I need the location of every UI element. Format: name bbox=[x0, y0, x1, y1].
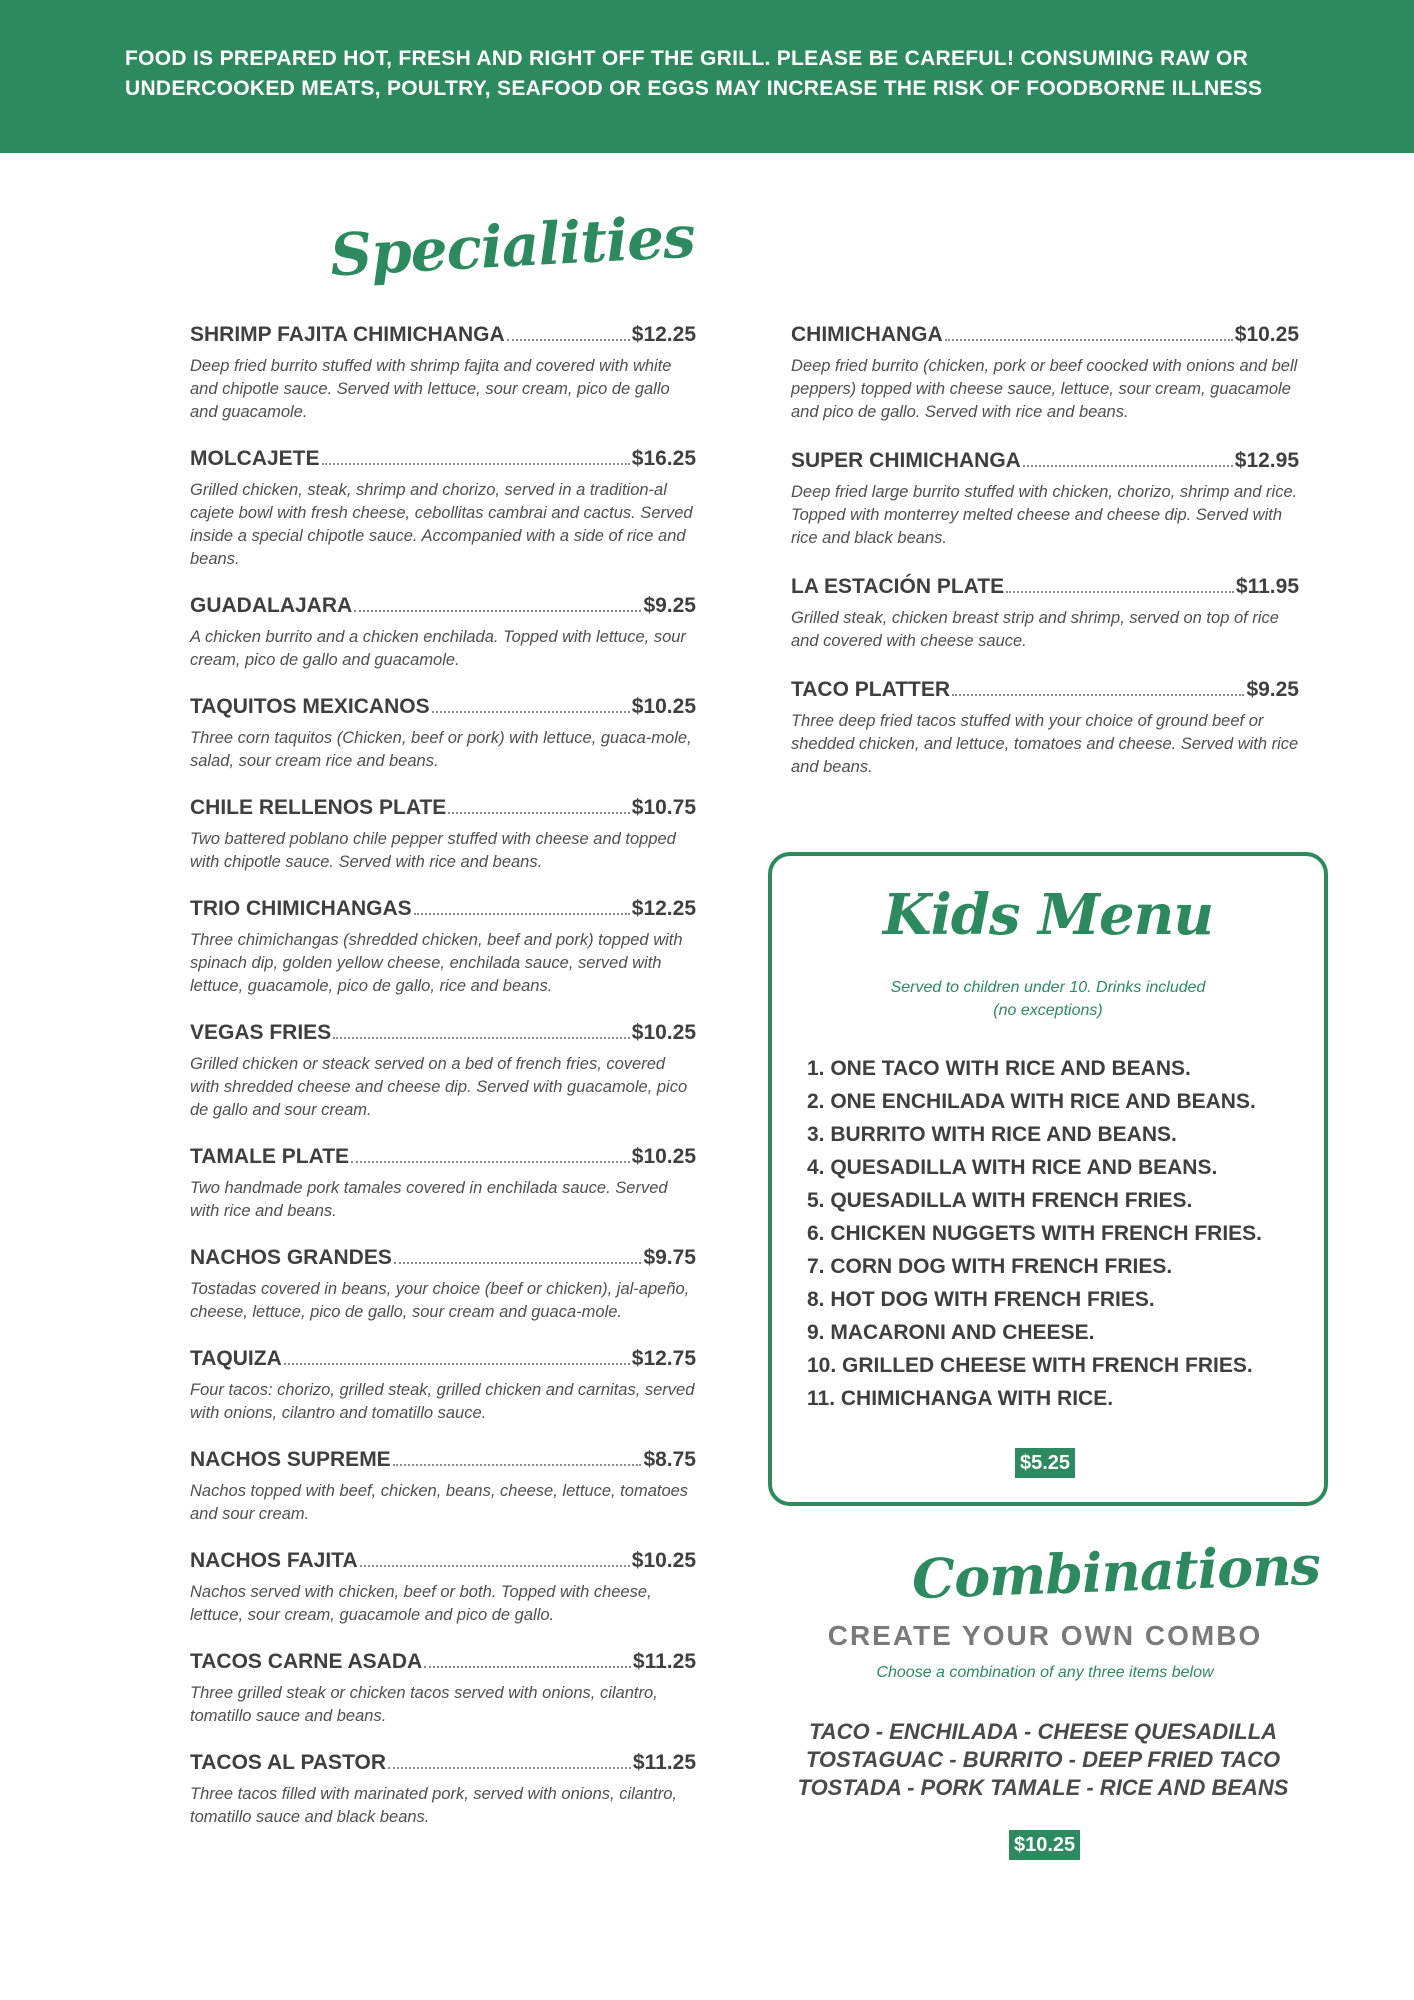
menu-item-name: TACO PLATTER bbox=[791, 678, 951, 701]
menu-item-name: NACHOS SUPREME bbox=[190, 1448, 391, 1471]
menu-item-price: $9.25 bbox=[1246, 678, 1299, 701]
warning-text bbox=[125, 44, 1325, 104]
menu-item-description: Three corn taquitos (Chicken, beef or pork) with lettuce, guaca-mole, salad, sour cream rice and beans. bbox=[190, 729, 692, 770]
menu-item-description: Deep fried large burrito stuffed with chicken, chorizo, shrimp and rice. Topped with monterrey melted cheese and cheese dip. Served with rice and black beans. bbox=[791, 483, 1298, 547]
combinations-list bbox=[786, 1718, 1300, 1802]
dot-leader bbox=[507, 339, 630, 341]
menu-item-price: $9.25 bbox=[643, 594, 696, 617]
menu-item-name: SHRIMP FAJITA CHIMICHANGA bbox=[190, 323, 505, 346]
menu-item-price: $10.25 bbox=[631, 1021, 696, 1044]
combinations-note: Choose a combination of any three items below bbox=[876, 1664, 1214, 1681]
menu-item bbox=[190, 593, 696, 672]
menu-item-description: Three chimichangas (shredded chicken, beef and pork) topped with spinach dip, golden yellow cheese, enchilada sauce, served with lettuce, guacamole, pico de gallo, rice and beans. bbox=[190, 931, 683, 995]
menu-item-header bbox=[190, 1346, 696, 1372]
menu-item bbox=[791, 677, 1299, 779]
menu-item-price: $12.75 bbox=[631, 1347, 696, 1370]
menu-item-price: $11.25 bbox=[632, 1751, 696, 1774]
combinations-subtitle: CREATE YOUR OWN COMBO bbox=[827, 1620, 1263, 1651]
warning-line-1: FOOD IS PREPARED HOT, FRESH AND RIGHT OFF THE GRILL. PLEASE BE CAREFUL! CONSUMING RAW OR bbox=[125, 47, 1249, 70]
kids-menu-item: 9. MACARONI AND CHEESE. bbox=[807, 1321, 1095, 1344]
specialities-left-column bbox=[190, 322, 696, 1851]
menu-item-header bbox=[190, 593, 696, 619]
kids-menu-list bbox=[807, 1052, 1262, 1415]
dot-leader bbox=[393, 1464, 642, 1466]
menu-item-name: TAQUIZA bbox=[190, 1347, 282, 1370]
menu-item-price: $10.25 bbox=[1234, 323, 1299, 346]
dot-leader bbox=[448, 812, 629, 814]
menu-item bbox=[190, 1447, 696, 1526]
kids-menu-item: 2. ONE ENCHILADA WITH RICE AND BEANS. bbox=[807, 1090, 1256, 1113]
menu-item-header bbox=[190, 1020, 696, 1046]
menu-item-header bbox=[190, 896, 696, 922]
menu-item-header bbox=[190, 322, 696, 348]
menu-item-description: Three deep fried tacos stuffed with your choice of ground beef or shedded chicken, and lettuce, tomatoes and cheese. Served with rice and beans. bbox=[791, 712, 1299, 776]
menu-item-name: SUPER CHIMICHANGA bbox=[791, 449, 1021, 472]
kids-menu-item: 3. BURRITO WITH RICE AND BEANS. bbox=[807, 1123, 1177, 1146]
dot-leader bbox=[432, 711, 630, 713]
specialities-title: Specialities bbox=[328, 202, 697, 290]
menu-item-header bbox=[190, 1750, 696, 1776]
menu-item-name: TACOS AL PASTOR bbox=[190, 1751, 387, 1774]
kids-menu-item: 8. HOT DOG WITH FRENCH FRIES. bbox=[807, 1288, 1155, 1311]
menu-item-description: Tostadas covered in beans, your choice (beef or chicken), jal-apeño, cheese, lettuce, pico de gallo, sour cream and guaca-mole. bbox=[190, 1280, 690, 1321]
menu-item-price: $16.25 bbox=[631, 447, 696, 470]
dot-leader bbox=[360, 1565, 630, 1567]
menu-item-description: Three tacos filled with marinated pork, served with onions, cilantro, tomatillo sauce and black beans. bbox=[190, 1785, 677, 1826]
menu-item-name: NACHOS FAJITA bbox=[190, 1549, 358, 1572]
kids-menu-note bbox=[772, 976, 1324, 1022]
menu-item bbox=[190, 1649, 696, 1728]
menu-item-header bbox=[190, 1245, 696, 1271]
warning-banner bbox=[0, 0, 1414, 153]
specialities-right-column bbox=[791, 322, 1299, 803]
menu-item-header bbox=[791, 677, 1299, 703]
menu-item-name: TAQUITOS MEXICANOS bbox=[190, 695, 430, 718]
menu-item-description: Two battered poblano chile pepper stuffed with cheese and topped with chipotle sauce. Served with rice and beans. bbox=[190, 830, 676, 871]
menu-item-price: $8.75 bbox=[643, 1448, 696, 1471]
menu-item-price: $10.25 bbox=[631, 1549, 696, 1572]
menu-item-price: $10.25 bbox=[631, 695, 696, 718]
kids-menu-price: $5.25 bbox=[1015, 1448, 1075, 1478]
menu-item-name: TRIO CHIMICHANGAS bbox=[190, 897, 412, 920]
menu-item-header bbox=[190, 1144, 696, 1170]
dot-leader bbox=[952, 694, 1244, 696]
menu-item-header bbox=[190, 1447, 696, 1473]
dot-leader bbox=[333, 1037, 630, 1039]
menu-item-price: $12.95 bbox=[1234, 449, 1299, 472]
kids-menu-item: 6. CHICKEN NUGGETS WITH FRENCH FRIES. bbox=[807, 1222, 1263, 1245]
dot-leader bbox=[284, 1363, 630, 1365]
dot-leader bbox=[388, 1767, 631, 1769]
menu-item-price: $11.25 bbox=[632, 1650, 696, 1673]
combo-option-line: TACO - ENCHILADA - CHEESE QUESADILLA bbox=[808, 1719, 1278, 1744]
menu-item bbox=[791, 322, 1299, 424]
menu-item bbox=[190, 896, 696, 998]
kids-menu-item: 7. CORN DOG WITH FRENCH FRIES. bbox=[807, 1255, 1173, 1278]
menu-item bbox=[190, 1548, 696, 1627]
menu-item-name: MOLCAJETE bbox=[190, 447, 320, 470]
combo-option-line: TOSTAGUAC - BURRITO - DEEP FRIED TACO bbox=[805, 1747, 1281, 1772]
dot-leader bbox=[1023, 465, 1233, 467]
menu-item-name: CHIMICHANGA bbox=[791, 323, 943, 346]
menu-item-description: Nachos topped with beef, chicken, beans, cheese, lettuce, tomatoes and sour cream. bbox=[190, 1482, 689, 1523]
menu-item-description: Two handmade pork tamales covered in enchilada sauce. Served with rice and beans. bbox=[190, 1179, 668, 1220]
menu-item-description: Grilled chicken or steack served on a bed of french fries, covered with shredded cheese and cheese dip. Served with guacamole, pico de gallo and sour cream. bbox=[190, 1055, 688, 1119]
menu-item bbox=[190, 1245, 696, 1324]
menu-item-description: Grilled chicken, steak, shrimp and chorizo, served in a tradition-al cajete bowl with fresh cheese, cebollitas cambrai and cactus. Served inside a special chipotle sauce. Accompanied with a side of rice and beans. bbox=[190, 481, 693, 568]
kids-menu-item: 4. QUESADILLA WITH RICE AND BEANS. bbox=[807, 1156, 1218, 1179]
menu-item-description: Deep fried burrito stuffed with shrimp fajita and covered with white and chipotle sauce. Served with lettuce, sour cream, pico de gallo and guacamole. bbox=[190, 357, 672, 421]
menu-item-header bbox=[190, 694, 696, 720]
menu-item-description: Three grilled steak or chicken tacos served with onions, cilantro, tomatillo sauce and beans. bbox=[190, 1684, 658, 1725]
menu-item bbox=[190, 1750, 696, 1829]
menu-item bbox=[190, 694, 696, 773]
menu-item bbox=[190, 1144, 696, 1223]
menu-item-description: Four tacos: chorizo, grilled steak, grilled chicken and carnitas, served with onions, cilantro and tomatillo sauce. bbox=[190, 1381, 695, 1422]
menu-item-name: VEGAS FRIES bbox=[190, 1021, 332, 1044]
menu-item-description: A chicken burrito and a chicken enchilada. Topped with lettuce, sour cream, pico de gallo and guacamole. bbox=[190, 628, 686, 669]
dot-leader bbox=[394, 1262, 642, 1264]
menu-item-name: TACOS CARNE ASADA bbox=[190, 1650, 423, 1673]
menu-item-header bbox=[190, 1649, 696, 1675]
menu-item bbox=[190, 322, 696, 424]
menu-item-name: CHILE RELLENOS PLATE bbox=[190, 796, 447, 819]
menu-item-header bbox=[190, 795, 696, 821]
menu-item-price: $9.75 bbox=[643, 1246, 696, 1269]
dot-leader bbox=[1006, 591, 1234, 593]
kids-menu-title: Kids Menu bbox=[882, 882, 1214, 948]
menu-item-description: Nachos served with chicken, beef or both. Topped with cheese, lettuce, sour cream, guacamole and pico de gallo. bbox=[190, 1583, 652, 1624]
kids-menu-item: 10. GRILLED CHEESE WITH FRENCH FRIES. bbox=[807, 1354, 1253, 1377]
kids-menu-item: 11. CHIMICHANGA WITH RICE. bbox=[807, 1387, 1114, 1410]
warning-line-2: UNDERCOOKED MEATS, POULTRY, SEAFOOD OR EGGS MAY INCREASE THE RISK OF FOODBORNE ILLNESS bbox=[125, 77, 1263, 100]
menu-item bbox=[190, 1020, 696, 1122]
dot-leader bbox=[414, 913, 630, 915]
menu-item-price: $10.25 bbox=[631, 1145, 696, 1168]
menu-item-description: Deep fried burrito (chicken, pork or beef coocked with onions and bell peppers) topped with cheese sauce, lettuce, sour cream, guacamole and pico de gallo. Served with rice and beans. bbox=[791, 357, 1298, 421]
menu-item-name: TAMALE PLATE bbox=[190, 1145, 350, 1168]
menu-item-name: GUADALAJARA bbox=[190, 594, 353, 617]
dot-leader bbox=[354, 610, 641, 612]
menu-item-description: Grilled steak, chicken breast strip and shrimp, served on top of rice and covered with cheese sauce. bbox=[791, 609, 1279, 650]
dot-leader bbox=[945, 339, 1233, 341]
combinations-title: Combinations bbox=[911, 1532, 1321, 1612]
kids-menu-item: 5. QUESADILLA WITH FRENCH FRIES. bbox=[807, 1189, 1193, 1212]
dot-leader bbox=[322, 463, 630, 465]
menu-item bbox=[190, 1346, 696, 1425]
menu-item-price: $11.95 bbox=[1235, 575, 1299, 598]
menu-item-price: $10.75 bbox=[631, 796, 696, 819]
menu-item-price: $12.25 bbox=[631, 897, 696, 920]
menu-item-name: LA ESTACIÓN PLATE bbox=[791, 575, 1005, 598]
menu-item-header bbox=[791, 322, 1299, 348]
kids-note-line-2: (no exceptions) bbox=[993, 1002, 1103, 1019]
menu-item-header bbox=[190, 446, 696, 472]
menu-item-price: $12.25 bbox=[631, 323, 696, 346]
dot-leader bbox=[424, 1666, 631, 1668]
combinations-price: $10.25 bbox=[1009, 1830, 1080, 1860]
dot-leader bbox=[351, 1161, 630, 1163]
menu-item-header bbox=[791, 448, 1299, 474]
menu-item bbox=[190, 795, 696, 874]
menu-item bbox=[791, 574, 1299, 653]
combo-option-line: TOSTADA - PORK TAMALE - RICE AND BEANS bbox=[797, 1775, 1289, 1800]
menu-item bbox=[791, 448, 1299, 550]
menu-item-name: NACHOS GRANDES bbox=[190, 1246, 392, 1269]
kids-menu-item: 1. ONE TACO WITH RICE AND BEANS. bbox=[807, 1057, 1191, 1080]
menu-item-header bbox=[791, 574, 1299, 600]
kids-note-line-1: Served to children under 10. Drinks included bbox=[890, 979, 1206, 996]
menu-item-header bbox=[190, 1548, 696, 1574]
kids-menu-box bbox=[768, 852, 1328, 1506]
menu-item bbox=[190, 446, 696, 571]
